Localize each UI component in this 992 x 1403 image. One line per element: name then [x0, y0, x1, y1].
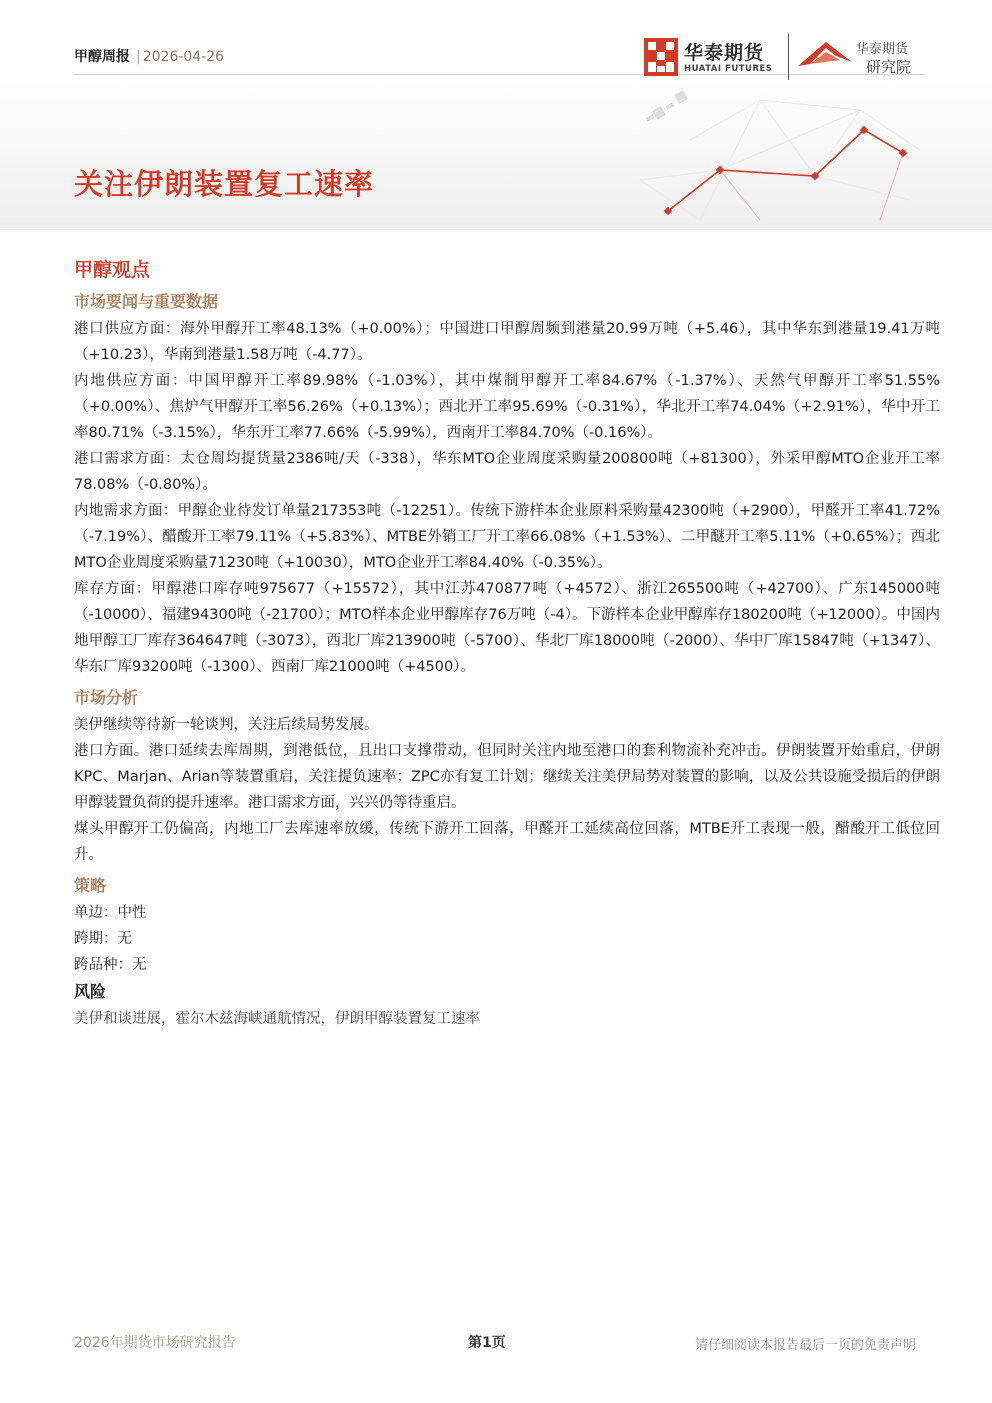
news-port-demand: 港口需求方面：太仓周均提货量2386吨/天（-338），华东MTO企业周度采购量200800吨（+81300），外采甲醇MTO企业开工率78.08%（-0.80%）。 [74, 451, 940, 493]
network-graphic [0, 80, 992, 230]
analysis-paragraph: 港口方面。港口延续去库周期，到港低位，且出口支撑带动，但同时关注内地至港口的套利物流补充冲击。伊朗装置开始重启，伊朗KPC、Marjan、Arian等装置重启，关注提负速率；ZPC亦有复工计划；继续关注美伊局势对装置的影响，以及公共设施受损后的伊朗甲醇装置负荷的提升速率。港口需求方面，兴兴仍等待重启。 [74, 743, 940, 811]
institute-logo [796, 36, 926, 78]
report-date: 2026-04-26 [142, 49, 225, 65]
news-inland-supply: 内地供应方面：中国甲醇开工率89.98%（-1.03%），其中煤制甲醇开工率84.67%（-1.37%）、天然气甲醇开工率51.55%（+0.00%）、焦炉气甲醇开工率56.26%（+0.13%）；西北开工率95.69%（-0.31%），华北开工率74.04%（+2.91%），华中开工率80.71%（-3.15%），华东开工率77.66%（-5.99%），西南开工率84.70%（-0.16%）。 [74, 373, 940, 441]
news-inland-demand: 内地需求方面：甲醇企业待发订单量217353吨（-12251）。传统下游样本企业原料采购量42300吨（+2900），甲醛开工率41.72%（-7.19%）、醋酸开工率79.11%（+5.83%）、MTBE外销工厂开工率66.08%（+1.53%）、二甲醚开工率5.11%（+0.65%）；西北MTO企业周度采购量71230吨（+10030），MTO企业开工率84.40%（-0.35%）。 [74, 503, 940, 571]
news-inventory: 库存方面：甲醇港口库存吨975677（+15572），其中江苏470877吨（+4572）、浙江265500吨（+42700）、广东145000吨（-10000）、福建94300吨（-21700）；MTO样本企业甲醇库存76万吨（-4）。下游样本企业甲醇库存180200吨（+12000）。中国内地甲醇工厂库存364647吨（-3073），西北厂库213900吨（-5700）、华北厂库18000吨（-2000）、华中厂库15847吨（+1347）、华东厂库93200吨（-1300）、西南厂库21000吨（+4500）。 [74, 581, 940, 675]
strategy-heading: 策略 [74, 876, 107, 895]
institute-line1: 华泰期货 [856, 42, 909, 57]
report-header [74, 46, 224, 66]
institute-logo-icon [796, 38, 854, 70]
disclaimer-note: 请仔细阅读本报告最后一页的免责声明 [694, 1338, 916, 1353]
report-type: 甲醇周报 [74, 49, 130, 65]
company-name-cn: 华泰期货 [684, 42, 765, 64]
section-title-methanol-view: 甲醇观点 [74, 259, 151, 281]
strategy-line-cross: 跨品种：无 [74, 957, 147, 973]
huatai-logo-icon [644, 38, 678, 76]
huatai-futures-logo [644, 38, 784, 78]
institute-line2: 研究院 [866, 58, 912, 76]
news-heading: 市场要闻与重要数据 [74, 292, 219, 311]
risk-text: 美伊和谈进展，霍尔木兹海峡通航情况，伊朗甲醇装置复工速率 [74, 1011, 480, 1027]
logo-divider [788, 34, 789, 80]
strategy-line-unilateral: 单边：中性 [74, 905, 147, 921]
footer-report-name: 2026年期货市场研究报告 [74, 1335, 236, 1351]
analysis-paragraph: 美伊继续等待新一轮谈判，关注后续局势发展。 [74, 717, 379, 733]
news-port-supply: 港口供应方面：海外甲醇开工率48.13%（+0.00%）；中国进口甲醇周频到港量20.99万吨（+5.46），其中华东到港量19.41万吨（+10.23），华南到港量1.58万吨（-4.77）。 [74, 321, 940, 363]
strategy-line-calendar: 跨期：无 [74, 931, 132, 947]
report-body [74, 256, 940, 1032]
report-title: 关注伊朗装置复工速率 [74, 167, 375, 201]
title-banner [0, 80, 992, 230]
header-separator: | [136, 49, 141, 65]
risk-heading: 风险 [74, 982, 107, 1001]
page-footer [74, 1332, 924, 1354]
analysis-paragraph: 煤头甲醇开工仍偏高，内地工厂去库速率放缓，传统下游开工回落，甲醛开工延续高位回落，MTBE开工表现一般，醋酸开工低位回升。 [74, 821, 940, 863]
analysis-heading: 市场分析 [74, 688, 139, 707]
page-number: 第1页 [468, 1335, 506, 1351]
company-name-en: HUATAI FUTURES [684, 64, 773, 74]
